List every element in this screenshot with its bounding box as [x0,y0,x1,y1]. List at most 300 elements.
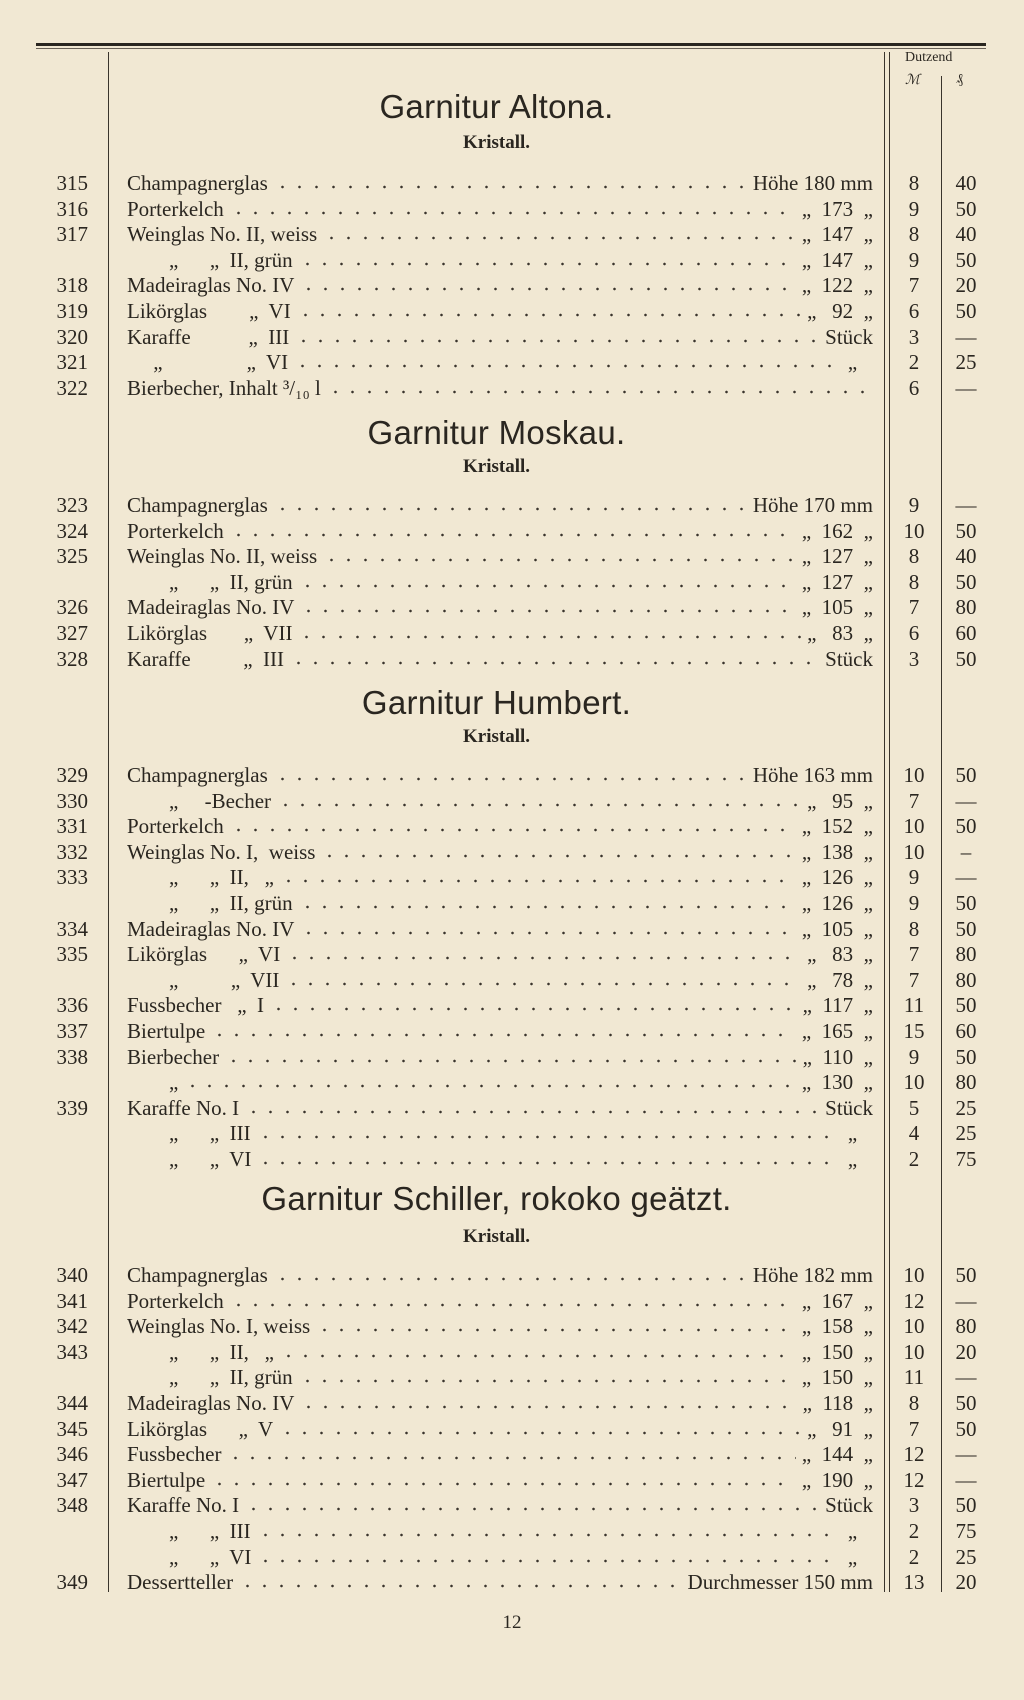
item-description: „ „ II, „ [127,1339,274,1364]
item-body [127,839,873,865]
price-mark: 9 [908,1044,920,1069]
dot-leader [295,338,819,344]
item-body [127,1544,873,1570]
price-pfennig: 75 [955,1519,977,1543]
table-row [0,375,1000,401]
item-description: Bierbecher [127,1044,220,1069]
price-pfennig: 50 [955,993,977,1018]
price-pfennig: 50 [955,1263,977,1287]
item-description: Likörglas „ VII [127,621,293,645]
dot-leader [297,312,801,318]
price-pfennig: 80 [955,967,977,992]
item-measure: „ 78 „ [807,967,873,992]
item-measure: „ 105 „ [801,595,873,620]
price-mark: 8 [908,544,920,569]
price-mark: 3 [908,324,920,349]
price-pfennig: — [955,375,977,400]
top-rule [36,43,986,46]
price-mark: 2 [908,1544,920,1569]
price-pfennig: — [955,324,977,349]
dot-leader [300,930,795,936]
dot-leader [323,235,796,241]
item-description: Bierbecher, Inhalt ³/₁₀ l [127,375,321,400]
item-measure: „ 162 „ [801,518,873,543]
item-measure: „ [847,1519,873,1543]
item-description: Likörglas „ V [127,1416,274,1441]
table-row [0,839,1000,865]
table-row [0,543,1000,569]
price-mark: 8 [908,569,920,594]
price-mark: 7 [908,788,920,813]
price-mark: 2 [908,1147,920,1171]
dot-leader [300,1404,796,1410]
section-subtitle: Kristall. [462,132,531,153]
table-row [0,1313,1000,1339]
item-body [127,1518,873,1544]
price-pfennig: 80 [955,942,977,967]
item-body [127,762,873,788]
dot-leader [290,660,819,666]
section-subtitle: Kristall. [462,1226,531,1247]
price-mark: 6 [908,299,920,323]
dot-leader [257,1558,842,1564]
price-pfennig: — [955,1442,977,1467]
item-number: 334 [56,916,88,941]
dozen-header: Dutzend [905,50,953,65]
item-description: Likörglas „ VI [127,299,291,323]
item-description: Fussbecher [127,1442,222,1467]
price-mark: 12 [903,1288,925,1313]
item-body [127,272,873,298]
item-description: Porterkelch [127,518,224,543]
table-row [0,1441,1000,1467]
item-description: Karaffe „ III [127,324,290,349]
dot-leader [245,1506,819,1512]
item-number: 332 [56,839,88,864]
item-description: „ „ II, grün [127,247,293,272]
table-row [0,916,1000,942]
item-body [127,1364,873,1390]
item-measure: „ 158 „ [801,1314,873,1339]
section-title: Garnitur Moskau. [367,414,626,451]
item-description: Porterkelch [127,814,224,839]
item-description: Weinglas No. II, weiss [127,222,318,247]
item-measure: „ [847,1544,873,1569]
item-description: Champagnerglas [127,763,268,787]
dot-leader [245,1109,819,1115]
item-measure: „ 126 „ [801,865,873,890]
item-description: „ „ VI [127,1147,252,1171]
item-description: „ [127,1070,179,1095]
item-description: „ „ VII [127,967,280,992]
price-mark: 7 [908,595,920,620]
price-mark: 3 [908,646,920,671]
price-pfennig: 50 [955,518,977,543]
dot-leader [211,1481,796,1487]
table-row [0,349,1000,375]
item-body [127,1390,873,1416]
item-number: 324 [56,518,88,543]
item-description: „ „ III [127,1519,251,1543]
item-description: Karaffe „ III [127,646,285,671]
item-number: 329 [56,763,88,787]
price-pfennig: 50 [955,1391,977,1415]
price-pfennig: 20 [955,273,977,298]
item-description: „ „ III [127,1121,251,1146]
table-row [0,1262,1000,1288]
item-description: Weinglas No. II, weiss [127,544,318,569]
item-measure: „ 147 „ [801,247,873,272]
item-description: „ -Becher [127,788,272,813]
dot-leader [280,1353,796,1359]
item-number: 346 [56,1442,88,1467]
item-measure: „ 83 „ [807,621,873,645]
table-row [0,941,1000,967]
price-mark: 10 [903,839,925,864]
table-row [0,646,1000,672]
price-pfennig: — [955,788,977,813]
item-measure: Stück [825,1493,873,1518]
item-number: 323 [56,493,88,517]
item-number: 328 [56,646,88,671]
dot-leader [300,286,795,292]
price-mark: 5 [908,1095,920,1120]
item-body [127,170,873,196]
price-mark: 8 [908,1391,920,1415]
dot-leader [299,261,796,267]
table-row [0,620,1000,646]
item-body [127,1146,873,1172]
dot-leader [300,608,795,614]
table-row [0,813,1000,839]
dot-leader [285,981,801,987]
table-row [0,1339,1000,1365]
pfennig-header: ₰ [956,72,963,87]
dot-leader [280,878,796,884]
price-mark: 9 [908,865,920,890]
item-description: Weinglas No. I, weiss [127,1314,311,1339]
item-body [127,569,873,595]
item-number: 325 [56,544,88,569]
item-body [127,1120,873,1146]
item-measure: „ 105 „ [801,916,873,941]
item-body [127,492,873,518]
item-measure: „ 127 „ [801,569,873,594]
price-mark: 10 [903,1339,925,1364]
price-pfennig: – [960,839,972,864]
table-row [0,518,1000,544]
table-row [0,492,1000,518]
price-pfennig: — [955,865,977,890]
table-row [0,788,1000,814]
price-pfennig: 50 [955,196,977,221]
table-row [0,967,1000,993]
item-measure: Durchmesser 150 mm [687,1570,873,1595]
item-measure: Stück [825,1095,873,1120]
item-number: 335 [56,942,88,967]
item-description: Dessertteller [127,1570,234,1595]
item-measure: Stück [825,646,873,671]
item-body [127,1441,873,1467]
price-mark: 10 [903,1263,925,1287]
dot-leader [270,1006,797,1012]
price-pfennig: 40 [955,171,977,195]
table-row [0,1069,1000,1095]
item-description: „ „ VI [127,350,289,375]
item-body [127,941,873,967]
item-measure: Höhe 163 mm [752,763,873,787]
table-row [0,1364,1000,1390]
price-mark: 8 [908,916,920,941]
dot-leader [299,904,796,910]
item-measure: „ 150 „ [801,1365,873,1390]
item-description: Champagnerglas [127,1263,268,1287]
item-description: „ „ II, grün [127,569,293,594]
item-measure: Höhe 182 mm [752,1263,873,1287]
item-body [127,967,873,993]
price-mark: 7 [908,1416,920,1441]
item-number: 343 [56,1339,88,1364]
dot-leader [327,389,867,395]
item-number: 322 [56,375,88,400]
price-mark: 7 [908,942,920,967]
dot-leader [227,1455,795,1461]
item-measure: „ 95 „ [807,788,873,813]
item-number: 347 [56,1467,88,1492]
price-mark: 9 [908,891,920,915]
price-mark: 12 [903,1442,925,1467]
item-body [127,221,873,247]
price-pfennig: — [955,1467,977,1492]
item-number: 348 [56,1493,88,1518]
item-body [127,1416,873,1442]
table-row [0,1467,1000,1493]
price-mark: 8 [908,171,920,195]
price-mark: 10 [903,763,925,787]
item-description: Likörglas „ VI [127,942,281,967]
item-measure: „ 83 „ [807,942,873,967]
table-row [0,247,1000,273]
price-mark: 8 [908,222,920,247]
table-row [0,762,1000,788]
price-pfennig: 60 [955,1019,977,1043]
item-measure: „ 92 „ [807,299,873,323]
item-measure: „ 167 „ [801,1288,873,1313]
item-number: 315 [56,171,88,195]
item-body [127,543,873,569]
item-description: Biertulpe [127,1019,206,1043]
dot-leader [323,557,796,563]
top-rule-thin [36,48,986,49]
price-pfennig: 50 [955,1493,977,1518]
dot-leader [321,853,795,859]
table-row [0,170,1000,196]
item-number: 345 [56,1416,88,1441]
item-number: 330 [56,788,88,813]
price-pfennig: 50 [955,569,977,594]
item-body [127,518,873,544]
price-mark: 2 [908,1519,920,1543]
item-number: 318 [56,273,88,298]
item-description: Karaffe No. I [127,1493,240,1518]
price-pfennig: 40 [955,544,977,569]
table-row [0,1044,1000,1070]
price-pfennig: 50 [955,763,977,787]
dot-leader [274,184,747,190]
item-body [127,620,873,646]
item-body [127,890,873,916]
item-description: Biertulpe [127,1467,206,1492]
dot-leader [316,1327,796,1333]
item-measure: „ 144 „ [801,1442,873,1467]
price-pfennig: 25 [955,1095,977,1120]
item-number: 321 [56,350,88,375]
item-body [127,1069,873,1095]
item-body [127,1492,873,1518]
price-mark: 11 [903,993,925,1018]
section-title: Garnitur Altona. [379,88,614,125]
price-mark: 9 [908,247,920,272]
item-body [127,1095,873,1121]
price-mark: 7 [908,273,920,298]
price-pfennig: 40 [955,222,977,247]
price-mark: 7 [908,967,920,992]
table-row [0,594,1000,620]
table-row [0,1095,1000,1121]
table-row [0,1416,1000,1442]
section-subtitle: Kristall. [462,456,531,477]
item-measure: „ 110 „ [802,1044,873,1069]
item-body [127,864,873,890]
item-measure: „ 173 „ [801,196,873,221]
dot-leader [274,1276,747,1282]
item-number: 319 [56,299,88,323]
table-row [0,569,1000,595]
table-row [0,1120,1000,1146]
price-mark: 10 [903,518,925,543]
item-body [127,646,873,672]
item-description: Porterkelch [127,1288,224,1313]
item-body [127,1262,873,1288]
item-body [127,324,873,350]
item-measure: „ 122 „ [801,273,873,298]
item-body [127,594,873,620]
dot-leader [239,1583,681,1589]
section-subtitle: Kristall. [462,726,531,747]
price-mark: 15 [903,1019,925,1043]
item-description: Madeiraglas No. IV [127,1391,295,1415]
mark-header: ℳ [905,73,920,88]
price-pfennig: 50 [955,1044,977,1069]
item-measure: „ 190 „ [801,1467,873,1492]
price-pfennig: 50 [955,646,977,671]
item-measure: „ [847,350,873,375]
table-row [0,1146,1000,1172]
price-mark: 9 [908,196,920,221]
item-number: 344 [56,1391,88,1415]
price-mark: 3 [908,1493,920,1518]
price-pfennig: 25 [955,350,977,375]
item-description: Champagnerglas [127,493,268,517]
dot-leader [298,634,801,640]
item-description: Madeiraglas No. IV [127,595,295,620]
item-number: 337 [56,1019,88,1043]
item-description: Madeiraglas No. IV [127,916,295,941]
price-pfennig: 25 [955,1544,977,1569]
dot-leader [230,532,796,538]
item-body [127,298,873,324]
dot-leader [225,1058,797,1064]
table-row [0,196,1000,222]
item-body [127,1288,873,1314]
price-pfennig: 80 [955,595,977,620]
dot-leader [294,363,842,369]
item-measure: „ 117 „ [802,993,873,1018]
price-pfennig: 50 [955,891,977,915]
table-row [0,1018,1000,1044]
item-number: 338 [56,1044,88,1069]
item-body [127,247,873,273]
dot-leader [274,506,747,512]
dot-leader [279,1430,801,1436]
item-description: Karaffe No. I [127,1095,240,1120]
dot-leader [257,1134,842,1140]
dot-leader [286,955,801,961]
item-measure: Höhe 170 mm [752,493,873,517]
price-mark: 12 [903,1467,925,1492]
item-measure: „ [847,1121,873,1146]
price-pfennig: 20 [955,1339,977,1364]
item-number: 342 [56,1314,88,1339]
item-number: 331 [56,814,88,839]
price-mark: 6 [908,621,920,645]
price-mark: 10 [903,1314,925,1339]
item-number: 341 [56,1288,88,1313]
item-measure: „ 91 „ [807,1416,873,1441]
table-row [0,992,1000,1018]
item-body [127,916,873,942]
item-description: „ „ II, „ [127,865,274,890]
item-body [127,813,873,839]
item-number: 327 [56,621,88,645]
item-measure: „ 127 „ [801,544,873,569]
price-pfennig: 25 [955,1121,977,1146]
item-body [127,1044,873,1070]
price-mark: 2 [908,350,920,375]
item-description: Madeiraglas No. IV [127,273,295,298]
table-row [0,272,1000,298]
table-row [0,1544,1000,1570]
price-pfennig: — [955,1288,977,1313]
item-body [127,1018,873,1044]
price-pfennig: 80 [955,1314,977,1339]
dot-leader [211,1032,796,1038]
item-description: Fussbecher „ I [127,993,265,1018]
item-body [127,992,873,1018]
item-measure: Stück [825,324,873,349]
price-pfennig: 50 [955,247,977,272]
price-pfennig: 50 [955,814,977,839]
item-body [127,788,873,814]
dot-leader [230,827,796,833]
dot-leader [230,1302,796,1308]
item-number: 333 [56,865,88,890]
table-row [0,1492,1000,1518]
item-measure: „ 118 „ [802,1391,873,1415]
item-number: 317 [56,222,88,247]
table-row [0,1518,1000,1544]
table-row [0,298,1000,324]
